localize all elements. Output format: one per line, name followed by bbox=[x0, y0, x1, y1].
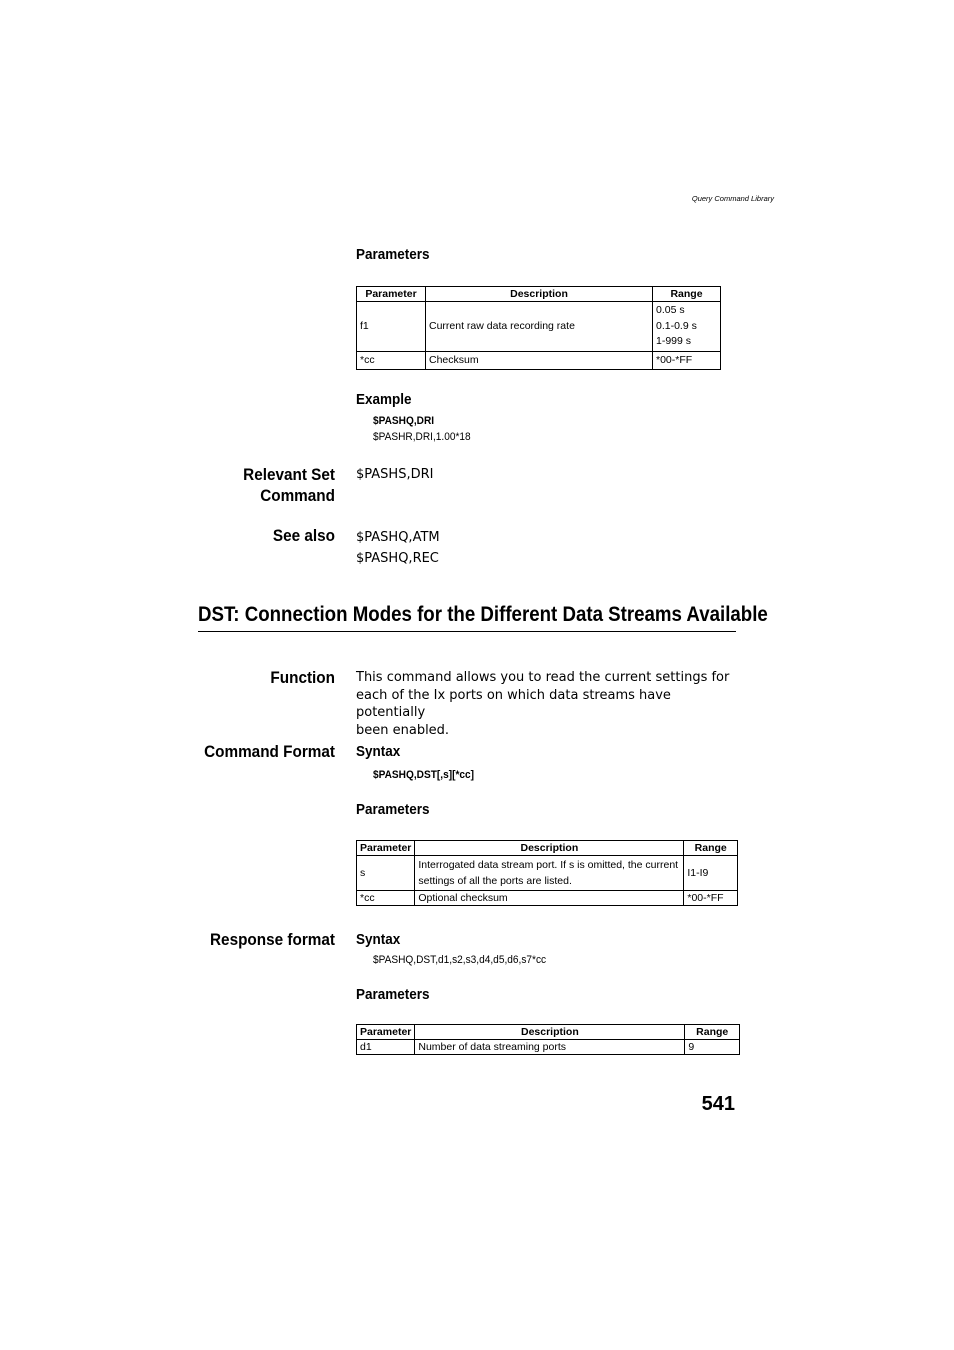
param-cell: *cc bbox=[357, 351, 426, 369]
range-cell: 9 bbox=[685, 1040, 740, 1055]
table-header-cell: Range bbox=[685, 1025, 740, 1040]
table-row bbox=[357, 856, 738, 891]
command-syntax: $PASHQ,DST[,s][*cc] bbox=[373, 769, 475, 781]
table-header-cell: Parameter bbox=[357, 841, 415, 856]
table-header-row bbox=[357, 841, 738, 856]
response-parameters-heading: Parameters bbox=[356, 986, 430, 1003]
table-row bbox=[357, 891, 738, 906]
param-cell: d1 bbox=[357, 1040, 415, 1055]
range-value: 0.05 s bbox=[656, 304, 685, 316]
table-row bbox=[357, 351, 721, 369]
param-cell: s bbox=[357, 856, 415, 891]
command-format-label: Command Format bbox=[204, 742, 335, 761]
dri-parameters-heading: Parameters bbox=[356, 246, 430, 263]
dst-command-table bbox=[356, 840, 738, 906]
dri-parameters-table bbox=[356, 286, 721, 370]
see-also-item: $PASHQ,REC bbox=[356, 551, 439, 566]
table-header-cell: Range bbox=[684, 841, 738, 856]
range-cell bbox=[653, 302, 721, 352]
relevant-set-label: Relevant Set Command bbox=[243, 465, 335, 505]
page-number: 541 bbox=[701, 1093, 735, 1115]
table-header-cell: Description bbox=[426, 287, 653, 302]
parameters-heading: Parameters bbox=[356, 801, 430, 818]
response-syntax-heading: Syntax bbox=[356, 931, 401, 948]
function-text: This command allows you to read the current settings for each of the Ix ports on which data streams have potentially been enabled. bbox=[356, 670, 730, 738]
table-header-row bbox=[357, 287, 721, 302]
function-label: Function bbox=[270, 668, 335, 687]
table-header-cell: Parameter bbox=[357, 287, 426, 302]
table-header-cell: Description bbox=[415, 841, 684, 856]
desc-cell: Checksum bbox=[426, 351, 653, 369]
table-header-cell: Range bbox=[653, 287, 721, 302]
section-title: DST: Connection Modes for the Different Data Streams Available bbox=[198, 603, 736, 632]
range-cell: *00-*FF bbox=[684, 891, 738, 906]
desc-cell: Optional checksum bbox=[415, 891, 684, 906]
example-heading: Example bbox=[356, 391, 412, 408]
relevant-set-value: $PASHS,DRI bbox=[356, 467, 434, 482]
table-row bbox=[357, 302, 721, 352]
table-header-row bbox=[357, 1025, 740, 1040]
desc-cell: Current raw data recording rate bbox=[426, 302, 653, 352]
range-value: 0.1-0.9 s bbox=[656, 319, 697, 332]
example-query: $PASHQ,DRI bbox=[373, 415, 435, 427]
response-format-label: Response format bbox=[210, 930, 335, 949]
range-value: 1-999 s bbox=[656, 335, 692, 347]
desc-cell: Interrogated data stream port. If s is omitted, the current settings of all the ports are listed. bbox=[415, 856, 684, 891]
param-cell: f1 bbox=[357, 302, 426, 352]
see-also-list bbox=[356, 527, 440, 569]
see-also-item: $PASHQ,ATM bbox=[356, 530, 440, 545]
range-cell: *00-*FF bbox=[653, 351, 721, 369]
desc-cell: Number of data streaming ports bbox=[415, 1040, 685, 1055]
running-header: Query Command Library bbox=[691, 194, 774, 203]
see-also-label: See also bbox=[272, 526, 335, 545]
table-row bbox=[357, 1040, 740, 1055]
table-header-cell: Parameter bbox=[357, 1025, 415, 1040]
syntax-heading: Syntax bbox=[356, 743, 401, 760]
response-syntax: $PASHQ,DST,d1,s2,s3,d4,d5,d6,s7*cc bbox=[373, 954, 547, 966]
table-header-cell: Description bbox=[415, 1025, 685, 1040]
param-cell: *cc bbox=[357, 891, 415, 906]
dst-response-table bbox=[356, 1024, 740, 1055]
example-response: $PASHR,DRI,1.00*18 bbox=[373, 431, 471, 443]
range-cell: I1-I9 bbox=[684, 856, 738, 891]
